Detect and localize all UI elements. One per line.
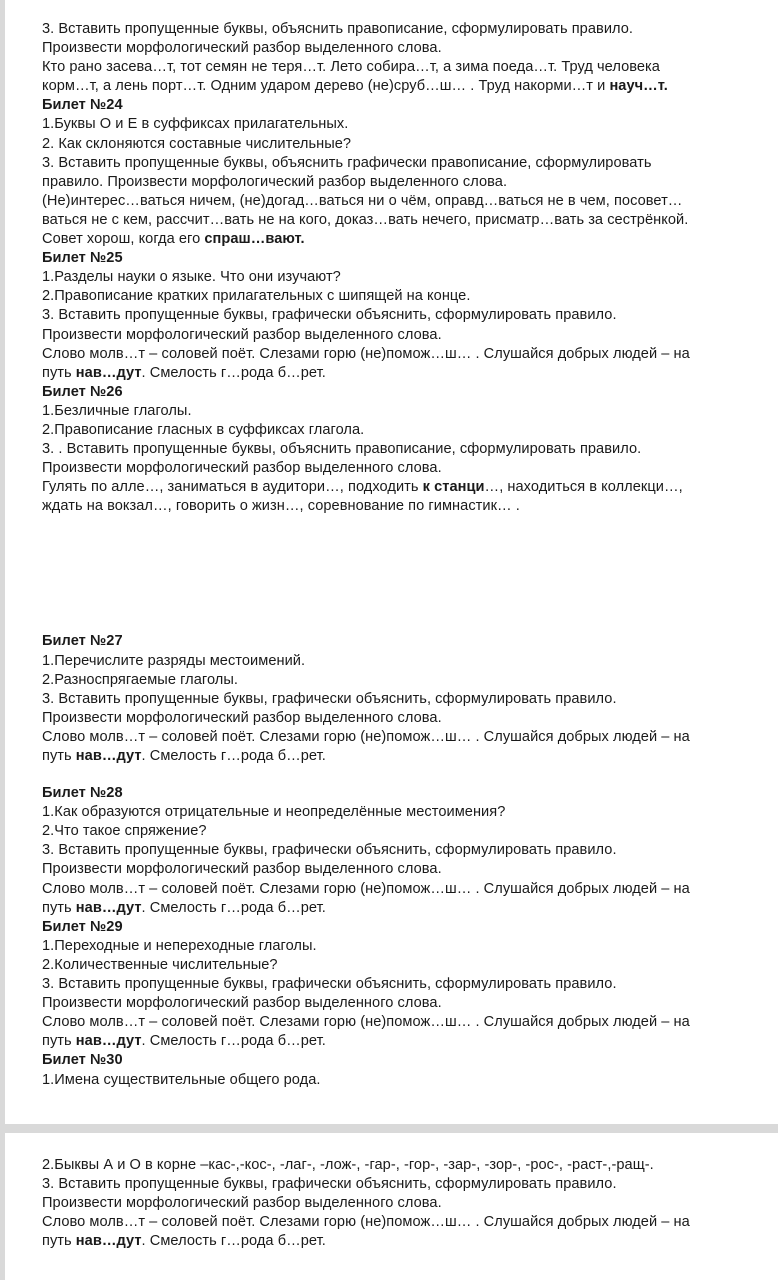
question-3: 3. Вставить пропущенные буквы, графически объяснить, сформулировать правило. xyxy=(42,976,617,993)
exercise-line: путь нав…дут. Смелость г…рода б…рет. xyxy=(42,1233,326,1250)
exercise-line: путь нав…дут. Смелость г…рода б…рет. xyxy=(42,899,326,916)
ticket-28 xyxy=(42,784,760,918)
exercise-line: Совет хорош, когда его спраш…вают. xyxy=(42,231,305,248)
ticket-title: Билет №24 xyxy=(42,97,123,114)
question-3: 3. Вставить пропущенные буквы, объяснить графически правописание, сформулировать xyxy=(42,154,652,171)
exercise-line: Гулять по алле…, заниматься в аудитори…, подходить к станци…, находиться в коллекци…, xyxy=(42,479,683,496)
question-3-cont: Произвести морфологический разбор выделенного слова. xyxy=(42,1195,442,1212)
ticket-27 xyxy=(42,632,760,766)
exercise-line: Слово молв…т – соловей поёт. Слезами горю (не)помож…ш… . Слушайся добрых людей – на xyxy=(42,1214,690,1231)
highlighted-word: нав…дут xyxy=(75,1033,142,1050)
question-3-cont: Произвести морфологический разбор выделенного слова. xyxy=(42,460,442,477)
question-3: 3. Вставить пропущенные буквы, графически объяснить, сформулировать правило. xyxy=(42,307,617,324)
question-3: 3. Вставить пропущенные буквы, графически объяснить, сформулировать правило. xyxy=(42,842,617,859)
exercise-line: Слово молв…т – соловей поёт. Слезами горю (не)помож…ш… . Слушайся добрых людей – на xyxy=(42,728,690,745)
question-2: 2.Правописание гласных в суффиксах глагола. xyxy=(42,421,365,438)
question-2: 2. Как склоняются составные числительные? xyxy=(42,135,352,152)
ticket-title: Билет №30 xyxy=(42,1052,123,1069)
ticket-30 xyxy=(42,1051,760,1089)
question-3-cont: Произвести морфологический разбор выделенного слова. xyxy=(42,861,442,878)
question-1: 1.Безличные глаголы. xyxy=(42,402,192,419)
exercise-line: Слово молв…т – соловей поёт. Слезами горю (не)помож…ш… . Слушайся добрых людей – на xyxy=(42,345,690,362)
exercise-line: ваться не с кем, рассчит…вать не на кого, доказ…вать нечего, присматр…вать за сестрёнкой. xyxy=(42,211,689,228)
intro-block xyxy=(42,20,760,96)
ticket-title: Билет №26 xyxy=(42,383,123,400)
question-3-cont: правило. Произвести морфологический разбор выделенного слова. xyxy=(42,173,508,190)
blank-space xyxy=(42,516,760,632)
question-1: 1.Переходные и непереходные глаголы. xyxy=(42,937,317,954)
document-page-2 xyxy=(5,1133,778,1280)
exercise-line: Слово молв…т – соловей поёт. Слезами горю (не)помож…ш… . Слушайся добрых людей – на xyxy=(42,1014,690,1031)
document-page-1 xyxy=(5,0,778,1124)
ticket-26 xyxy=(42,383,760,517)
highlighted-word: к станци xyxy=(422,479,485,496)
highlighted-word: нав…дут xyxy=(75,364,142,381)
question-1: 1.Имена существительные общего рода. xyxy=(42,1071,321,1088)
question-3-cont: Произвести морфологический разбор выделенного слова. xyxy=(42,709,442,726)
ticket-title: Билет №25 xyxy=(42,250,123,267)
exercise-line: Слово молв…т – соловей поёт. Слезами горю (не)помож…ш… . Слушайся добрых людей – на xyxy=(42,880,690,897)
highlighted-word: спраш…вают. xyxy=(204,231,305,248)
ticket-25 xyxy=(42,249,760,383)
ticket-30-continued xyxy=(42,1156,760,1251)
highlighted-word: нав…дут xyxy=(75,748,142,764)
question-2: 2.Быквы А и О в корне –кас-,-кос-, -лаг-, -лож-, -гар-, -гор-, -зар-, -зор-, -рос-, -раст-,-ращ-. xyxy=(42,1157,654,1173)
ticket-24 xyxy=(42,96,760,249)
question-3: 3. Вставить пропущенные буквы, графически объяснить, сформулировать правило. xyxy=(42,1176,617,1193)
question-2: 2.Что такое спряжение? xyxy=(42,823,207,840)
exercise-line: путь нав…дут. Смелость г…рода б…рет. xyxy=(42,1033,326,1050)
blank-space xyxy=(42,766,760,784)
question-3: 3. Вставить пропущенные буквы, графически объяснить, сформулировать правило. xyxy=(42,690,617,707)
highlighted-word: нав…дут xyxy=(75,1233,142,1250)
question-2: 2.Количественные числительные? xyxy=(42,956,278,973)
exercise-line: путь нав…дут. Смелость г…рода б…рет. xyxy=(42,748,326,764)
task-3-text-cont: Произвести морфологический разбор выделенного слова. xyxy=(42,40,442,57)
exercise-line: (Не)интерес…ваться ничем, (не)догад…ваться ни о чём, оправд…ваться не в чем, посовет… xyxy=(42,192,683,209)
question-3: 3. . Вставить пропущенные буквы, объяснить правописание, сформулировать правило. xyxy=(42,441,642,458)
ticket-title: Билет №28 xyxy=(42,785,123,802)
task-3-text: 3. Вставить пропущенные буквы, объяснить правописание, сформулировать правило. xyxy=(42,21,634,37)
ticket-29 xyxy=(42,918,760,1052)
highlighted-word: науч…т. xyxy=(609,78,668,95)
highlighted-word: нав…дут xyxy=(75,899,142,916)
question-1: 1.Перечислите разряды местоимений. xyxy=(42,652,306,669)
ticket-title: Билет №27 xyxy=(42,633,123,650)
ticket-title: Билет №29 xyxy=(42,918,123,935)
question-1: 1.Буквы О и Е в суффиксах прилагательных. xyxy=(42,116,349,133)
exercise-line: корм…т, а лень порт…т. Одним ударом дерево (не)сруб…ш… . Труд накорми…т и науч…т. xyxy=(42,78,668,95)
question-2: 2.Разноспрягаемые глаголы. xyxy=(42,671,239,688)
exercise-line: путь нав…дут. Смелость г…рода б…рет. xyxy=(42,364,326,381)
exercise-line: Кто рано засева…т, тот семян не теря…т. Лето собира…т, а зима поеда…т. Труд человека xyxy=(42,59,660,76)
question-3-cont: Произвести морфологический разбор выделенного слова. xyxy=(42,326,442,343)
question-1: 1.Как образуются отрицательные и неопределённые местоимения? xyxy=(42,804,506,821)
question-2: 2.Правописание кратких прилагательных с шипящей на конце. xyxy=(42,288,471,305)
exercise-line: ждать на вокзал…, говорить о жизн…, соревнование по гимнастик… . xyxy=(42,498,520,515)
question-1: 1.Разделы науки о языке. Что они изучают? xyxy=(42,269,341,286)
question-3-cont: Произвести морфологический разбор выделенного слова. xyxy=(42,995,442,1012)
